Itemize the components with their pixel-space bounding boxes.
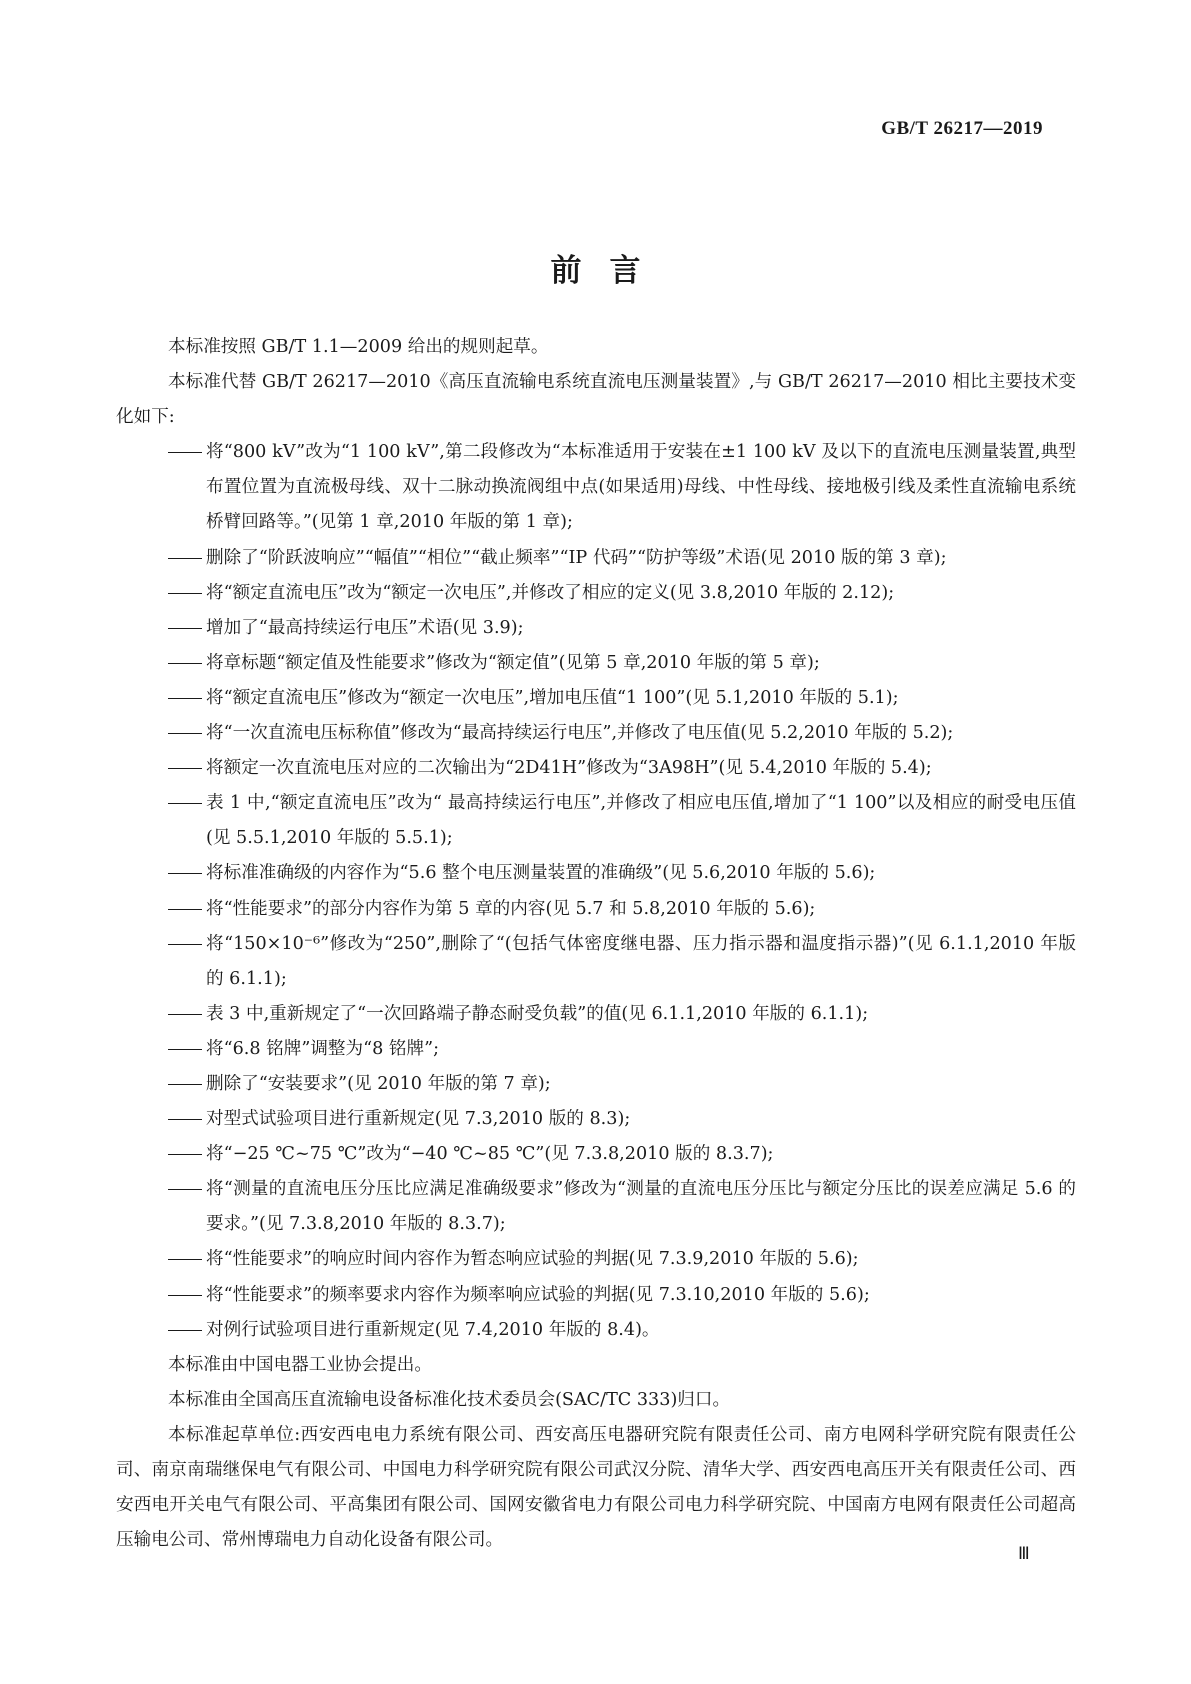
list-item <box>116 751 1076 786</box>
list-item-text: 将“150×10⁻⁶”修改为“250”,删除了“(包括气体密度继电器、压力指示器和温度指示器)”(见 6.1.1,2010 年版的 6.1.1); <box>206 933 1076 989</box>
list-item-text: 将“性能要求”的频率要求内容作为频率响应试验的判据(见 7.3.10,2010 年版的 5.6); <box>206 1284 870 1305</box>
list-item-text: 将“一次直流电压标称值”修改为“最高持续运行电压”,并修改了电压值(见 5.2,2010 年版的 5.2); <box>206 723 954 744</box>
list-item-text: 将“额定直流电压”改为“额定一次电压”,并修改了相应的定义(见 3.8,2010 年版的 2.12); <box>206 582 895 603</box>
list-item-text: 将标准准确级的内容作为“5.6 整个电压测量装置的准确级”(见 5.6,2010 年版的 5.6); <box>206 863 876 884</box>
list-item <box>116 1242 1076 1277</box>
list-item <box>116 1137 1076 1172</box>
list-item <box>116 1032 1076 1067</box>
list-item-text: 将“−25 ℃~75 ℃”改为“−40 ℃~85 ℃”(见 7.3.8,2010 版的 8.3.7); <box>206 1144 774 1165</box>
list-item-text: 将“800 kV”改为“1 100 kV”,第二段修改为“本标准适用于安装在±1 100 kV 及以下的直流电压测量装置,典型布置位置为直流极母线、双十二脉动换流阀组中点(如果适用)母线、中性母线、接地极引线及柔性直流输电系统桥臂回路等。”(见第 1 章,2010 年版的第 1 章); <box>206 442 1076 533</box>
list-item <box>116 1278 1076 1313</box>
list-item-text: 对例行试验项目进行重新规定(见 7.4,2010 年版的 8.4)。 <box>206 1319 660 1340</box>
list-item <box>116 892 1076 927</box>
list-item <box>116 1172 1076 1242</box>
list-item <box>116 541 1076 576</box>
list-item <box>116 856 1076 891</box>
changes-list <box>116 435 1076 1347</box>
list-item <box>116 681 1076 716</box>
list-item-text: 将“6.8 铭牌”调整为“8 铭牌”; <box>206 1038 440 1059</box>
foreword-body <box>116 330 1076 1558</box>
list-item-text: 将“性能要求”的部分内容作为第 5 章的内容(见 5.7 和 5.8,2010 年版的 5.6); <box>206 898 816 919</box>
page-title: 前言 <box>550 252 669 289</box>
list-item-text: 表 3 中,重新规定了“一次回路端子静态耐受负载”的值(见 6.1.1,2010 年版的 6.1.1); <box>206 1003 869 1024</box>
page-number: Ⅲ <box>1018 1544 1030 1563</box>
list-item-text: 将“额定直流电压”修改为“额定一次电压”,增加电压值“1 100”(见 5.1,2010 年版的 5.1); <box>206 687 899 708</box>
intro-paragraph: 本标准按照 GB/T 1.1—2009 给出的规则起草。 <box>168 337 549 357</box>
list-item <box>116 927 1076 997</box>
list-item-text: 表 1 中,“额定直流电压”改为“ 最高持续运行电压”,并修改了相应电压值,增加了“1 100”以及相应的耐受电压值(见 5.5.1,2010 年版的 5.5.1); <box>206 793 1076 849</box>
list-item-text: 将“测量的直流电压分压比应满足准确级要求”修改为“测量的直流电压分压比与额定分压比的误差应满足 5.6 的要求。”(见 7.3.8,2010 年版的 8.3.7); <box>206 1179 1076 1235</box>
list-item <box>116 1313 1076 1348</box>
list-item-text: 将“性能要求”的响应时间内容作为暂态响应试验的判据(见 7.3.9,2010 年版的 5.6); <box>206 1249 859 1270</box>
list-item-text: 删除了“阶跃波响应”“幅值”“相位”“截止频率”“IP 代码”“防护等级”术语(见 2010 版的第 3 章); <box>206 547 947 568</box>
closing-paragraph: 本标准由全国高压直流输电设备标准化技术委员会(SAC/TC 333)归口。 <box>168 1389 731 1410</box>
list-item <box>116 1102 1076 1137</box>
list-item-text: 将额定一次直流电压对应的二次输出为“2D41H”修改为“3A98H”(见 5.4,2010 年版的 5.4); <box>206 758 932 779</box>
list-item <box>116 611 1076 646</box>
list-item <box>116 786 1076 856</box>
drafting-units-paragraph: 本标准起草单位:西安西电电力系统有限公司、西安高压电器研究院有限责任公司、南方电网科学研究院有限责任公司、南京南瑞继保电气有限公司、中国电力科学研究院有限公司武汉分院、清华大学、西安西电高压开关有限责任公司、西安西电开关电气有限公司、平高集团有限公司、国网安徽省电力有限公司电力科学研究院、中国南方电网有限责任公司超高压输电公司、常州博瑞电力自动化设备有限公司。 <box>116 1424 1076 1551</box>
list-item <box>116 435 1076 540</box>
intro-paragraph: 本标准代替 GB/T 26217—2010《高压直流输电系统直流电压测量装置》,与 GB/T 26217—2010 相比主要技术变化如下: <box>116 372 1076 428</box>
closing-paragraph: 本标准由中国电器工业协会提出。 <box>168 1354 432 1375</box>
list-item <box>116 646 1076 681</box>
list-item-text: 删除了“安装要求”(见 2010 年版的第 7 章); <box>206 1073 551 1094</box>
list-item-text: 对型式试验项目进行重新规定(见 7.3,2010 版的 8.3); <box>206 1109 631 1130</box>
list-item-text: 将章标题“额定值及性能要求”修改为“额定值”(见第 5 章,2010 年版的第 5 章); <box>206 652 820 673</box>
list-item <box>116 1067 1076 1102</box>
list-item <box>116 576 1076 611</box>
list-item <box>116 716 1076 751</box>
list-item-text: 增加了“最高持续运行电压”术语(见 3.9); <box>206 617 524 638</box>
list-item <box>116 997 1076 1032</box>
standard-code: GB/T 26217—2019 <box>881 118 1043 139</box>
